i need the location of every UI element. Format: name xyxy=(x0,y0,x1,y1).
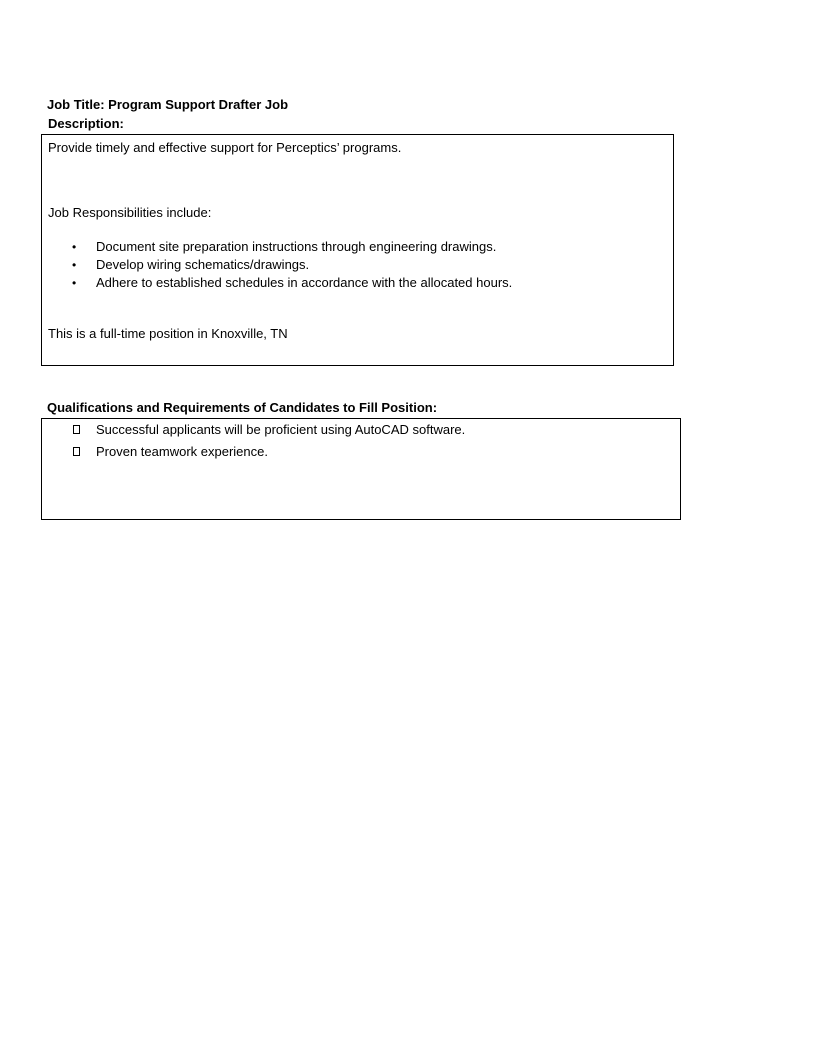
responsibility-text: Adhere to established schedules in accordance with the allocated hours. xyxy=(96,275,513,290)
responsibility-text: Document site preparation instructions through engineering drawings. xyxy=(96,239,497,254)
bullet-icon: • xyxy=(72,240,77,254)
qualification-text: Proven teamwork experience. xyxy=(96,444,268,459)
qualifications-heading: Qualifications and Requirements of Candidates to Fill Position: xyxy=(47,400,438,415)
description-box xyxy=(41,134,674,366)
responsibility-text: Develop wiring schematics/drawings. xyxy=(96,257,310,272)
position-location-note: This is a full-time position in Knoxville, TN xyxy=(48,326,288,341)
responsibilities-heading: Job Responsibilities include: xyxy=(48,205,212,220)
job-description-heading: Description: xyxy=(48,116,124,131)
qualifications-box xyxy=(41,418,681,520)
missing-glyph-box-icon xyxy=(73,425,80,434)
missing-glyph-box-icon xyxy=(73,447,80,456)
bullet-icon: • xyxy=(72,258,77,272)
job-title-heading: Job Title: Program Support Drafter Job xyxy=(47,97,289,112)
qualification-text: Successful applicants will be proficient using AutoCAD software. xyxy=(96,422,466,437)
description-intro: Provide timely and effective support for Perceptics’ programs. xyxy=(48,140,402,155)
bullet-icon: • xyxy=(72,276,77,290)
